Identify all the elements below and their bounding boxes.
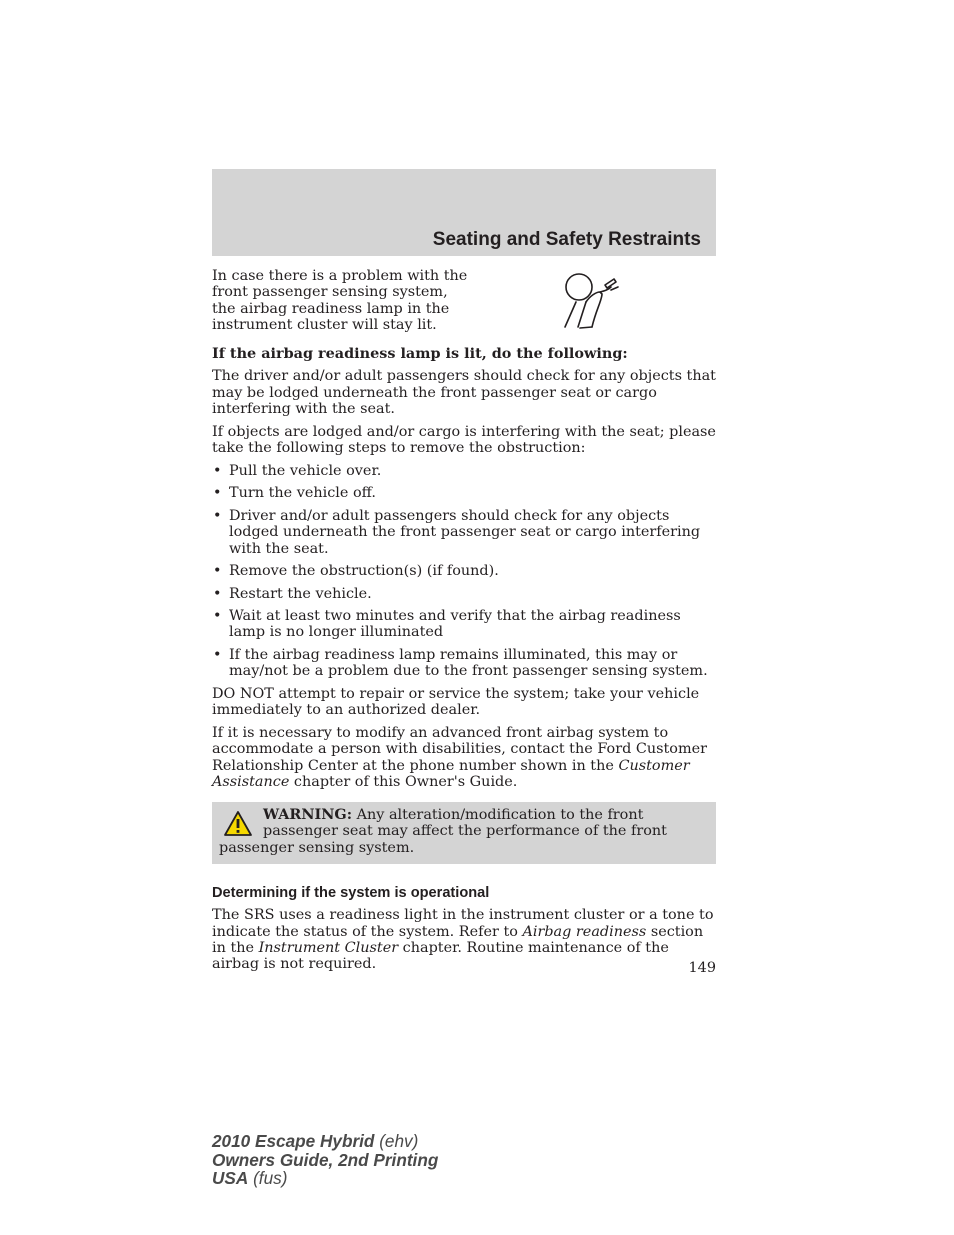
list-item: • Restart the vehicle. [212,586,716,602]
footer-line-edition [212,1151,438,1170]
warning-box [212,802,716,864]
chapter-reference: Instrument Cluster [258,939,399,956]
warning-text: Any alteration/modification to the front passenger seat may affect the performance of the front passenger sensing system. [219,807,667,856]
subsection-heading: Determining if the system is operational [212,885,490,902]
section-title: Seating and Safety Restraints [432,229,701,250]
page-content [212,268,716,979]
text-span: Owners Guide, 2nd Printing [212,1149,439,1170]
airbag-readiness-icon [556,270,626,332]
list-item: • Remove the obstruction(s) (if found). [212,563,716,579]
text-span: The SRS uses a readiness light in the instrument cluster or a tone to indicate the status of the system. Refer to [212,907,714,940]
text-span: chapter. Routine maintenance of the airbag is not required. [212,939,669,973]
paragraph-check-objects: The driver and/or adult passengers should check for any objects that may be lodged underneath the front passenger seat or cargo interfering with the seat. [212,368,716,418]
text-span: 2010 Escape Hybrid [212,1131,375,1151]
text-span: section in the [212,923,704,956]
list-item: • Wait at least two minutes and verify that the airbag readiness lamp is no longer illuminated [212,608,716,641]
list-item: • Turn the vehicle off. [212,485,716,501]
intro-paragraph: In case there is a problem with the front passenger sensing system, the airbag readiness lamp in the instrument cluster will stay lit. [212,268,468,333]
page-number: 149 [688,960,716,976]
text-span: (ehv) [374,1131,419,1151]
warning-label: WARNING: [263,806,353,824]
text-span: USA [212,1168,249,1188]
paragraph-do-not-repair: DO NOT attempt to repair or service the system; take your vehicle immediately to an authorized dealer. [212,685,700,719]
paragraph-remove-obstruction: If objects are lodged and/or cargo is interfering with the seat; please take the following steps to remove the obstruction: [212,423,716,457]
paragraph-disabilities [212,725,716,790]
intro-block [212,268,716,340]
instruction-heading: If the airbag readiness lamp is lit, do the following: [212,344,628,362]
list-item: • Driver and/or adult passengers should check for any objects lodged underneath the front passenger seat or cargo interfering with the seat. [212,508,716,557]
list-item: • Pull the vehicle over. [212,463,716,479]
text-span: (fus) [248,1168,288,1188]
document-footer [212,1132,438,1188]
list-item: • If the airbag readiness lamp remains illuminated, this may or may/not be a problem due to the front passenger sensing system. [212,647,716,680]
footer-line-model [212,1132,438,1151]
section-header-band [212,169,716,256]
steps-list [212,463,716,679]
chapter-reference: Customer Assistance [212,757,690,790]
footer-line-market [212,1169,438,1188]
text-span: chapter of this Owner's Guide. [289,773,518,790]
text-span: If it is necessary to modify an advanced front airbag system to accommodate a person with disabilities, contact the Ford Customer Relationship Center at the phone number shown in the [212,724,708,774]
warning-triangle-icon [223,810,253,837]
paragraph-srs-readiness [212,907,716,972]
section-reference: Airbag readiness [522,923,647,940]
